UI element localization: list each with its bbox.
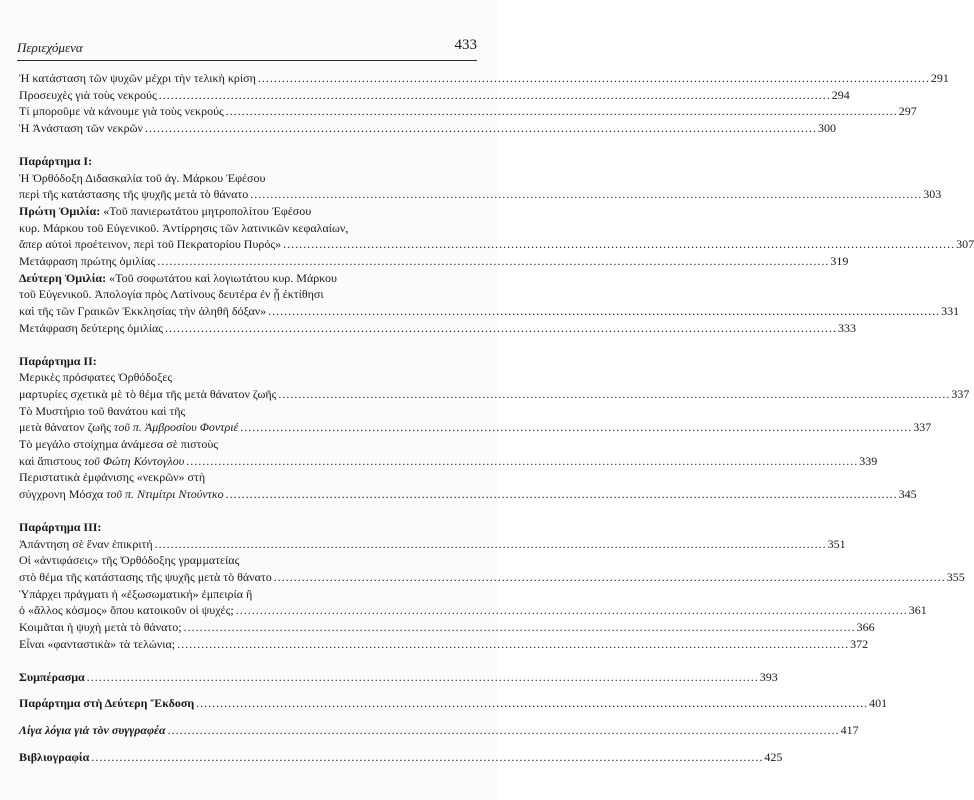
toc-entry [19,87,850,104]
toc-entry-label: Συμπέρασμα [19,669,85,684]
toc-entry-page: 294 [831,87,850,102]
toc-entry-label: Κοιμᾶται ἡ ψυχὴ μετὰ τὸ θάνατο; [19,620,182,635]
toc-entry [19,236,974,253]
dot-leader [226,486,898,503]
appendix-heading: Παράρτημα ΙΙ: [19,353,97,368]
toc-entry [19,619,875,636]
toc-entry [19,70,949,87]
toc-entry-label: Βιβλιογραφία [19,749,90,764]
dot-leader [283,236,955,253]
toc-entry-line: Τὸ Μυστήριο τοῦ θανάτου καὶ τῆς [19,403,186,418]
entry-author: τοῦ π. Ντιμίτρι Ντούντκο [106,487,224,502]
toc-entry-page: 291 [930,71,949,85]
toc-entry-label [19,722,166,739]
toc-entry-page: 401 [869,696,888,711]
entry-author: τοῦ Φώτη Κόντογλου [84,453,185,468]
dot-leader [145,120,817,137]
dot-leader [184,619,856,636]
toc-entry-label: Προσευχὲς γιὰ τοὺς νεκρούς [19,87,157,102]
toc-entry-label: Ἡ Ἀνάσταση τῶν νεκρῶν [19,121,143,136]
toc-entry-label: Ἡ κατάσταση τῶν ψυχῶν μέχρι τὴν τελικὴ κρίση [19,71,256,85]
running-title: Περιεχόμενα [17,40,83,55]
toc-entry [19,722,859,739]
toc-entry [19,386,970,403]
toc-entry [19,749,783,766]
dot-leader [278,386,950,403]
page-number: 433 [454,37,477,53]
toc-entry-page: 345 [898,487,917,502]
dot-leader [258,70,930,87]
toc-entry-page: 372 [850,636,869,651]
toc-entry-line: Οἱ «ἀντιφάσεις» τῆς Ὀρθόδοξης γραμματείας [19,553,240,568]
toc-entry-page: 300 [817,121,836,136]
homily-label: Πρώτη Ὁμιλία: [19,203,101,218]
toc-entry [19,636,869,653]
table-of-contents [19,70,974,765]
toc-entry-line: κυρ. Μάρκου τοῦ Εὐγενικοῦ. Ἀντίρρησις τῶν λατινικῶν κεφαλαίων, [19,220,349,235]
toc-entry-label: ἅπερ αὐτοὶ προέτεινον, περὶ τοῦ Πεκρατορίου Πυρός» [19,237,282,252]
entry-author: τοῦ π. Ἀμβροσίου Φοντριέ [114,420,239,435]
toc-entry [19,253,849,270]
toc-entry-page: 337 [913,420,932,435]
toc-entry-page: 297 [898,104,917,119]
toc-entry-line: Τὸ μεγάλο στοίχημα ἀνάμεσα σὲ πιστοὺς [19,437,219,452]
dot-leader [274,569,946,586]
appendix-heading: Παράρτημα Ι: [19,153,93,168]
toc-entry-label [19,419,238,436]
toc-entry-line: Ὑπάρχει πράγματι ἡ «ἐξωσωματική» ἐμπειρία ἢ [19,586,253,601]
dot-leader [91,749,763,766]
toc-entry-page: 303 [923,187,942,202]
toc-entry-label: περὶ τῆς κατάστασης τῆς ψυχῆς μετὰ τὸ θάνατο [19,187,249,202]
toc-entry [19,419,932,436]
toc-entry [19,486,917,503]
toc-entry [19,120,836,137]
dot-leader [165,320,837,337]
dot-leader [226,103,898,120]
toc-entry-page: 337 [951,386,970,401]
toc-entry-label: Μετάφραση πρώτης ὁμιλίας [19,254,156,269]
running-header [17,37,477,61]
toc-entry-page: 307 [956,237,974,252]
toc-entry-line [19,203,468,220]
toc-entry-page: 425 [764,749,783,764]
toc-entry-label: Τί μποροῦμε νὰ κάνουμε γιὰ τοὺς νεκρούς [19,104,224,119]
entry-text: μετὰ θάνατον ζωῆς [19,420,115,435]
dot-leader [268,303,940,320]
toc-entry-line: Μερικὲς πρόσφατες Ὀρθόδοξες [19,370,173,385]
toc-entry-label: μαρτυρίες σχετικὰ μὲ τὸ θέμα τῆς μετὰ θάνατον ζωῆς [19,386,277,401]
entry-text: Λίγα λόγια γιὰ τὸν συγγραφέα [19,722,166,737]
toc-entry-line: Περιστατικὰ ἐμφάνισης «νεκρῶν» στὴ [19,470,206,485]
toc-entry-label: Εἶναι «φανταστικὰ» τὰ τελώνια; [19,636,176,651]
toc-entry-page: 355 [946,569,965,584]
toc-entry-page: 417 [840,722,859,737]
entry-text: σύγχρονη Μόσχα [19,487,107,502]
dot-leader [186,453,858,470]
toc-entry [19,320,857,337]
toc-entry-label: Ἀπάντηση σὲ ἕναν ἐπικριτή [19,536,153,551]
toc-entry-page: 331 [941,304,960,319]
toc-entry-label: στὸ θέμα τῆς κατάστασης τῆς ψυχῆς μετὰ τὸ θάνατο [19,569,272,584]
toc-entry-label [19,486,224,503]
homily-label: Δεύτερη Ὁμιλία: [19,270,107,285]
homily-title: «Τοῦ πανιερωτάτου μητροπολίτου Ἐφέσου [100,203,312,218]
toc-entry [19,303,960,320]
homily-title: «Τοῦ σοφωτάτου καὶ λογιωτάτου κυρ. Μάρκου [106,270,337,285]
appendix-heading: Παράρτημα ΙΙΙ: [19,519,102,534]
toc-entry-label: Μετάφραση δεύτερης ὁμιλίας [19,320,164,335]
dot-leader [155,536,827,553]
toc-entry [19,669,778,686]
dot-leader [196,695,868,712]
toc-entry-page: 339 [859,453,878,468]
toc-entry [19,569,965,586]
toc-entry-line: Ἡ Ὀρθόδοξη Διδασκαλία τοῦ ἁγ. Μάρκου Ἐφέσου [19,170,266,185]
toc-entry [19,602,927,619]
dot-leader [240,419,912,436]
toc-entry-line: τοῦ Εὐγενικοῦ. Ἀπολογία πρὸς Λατίνους δευτέρα ἐν ᾗ ἐκτίθησι [19,287,324,302]
toc-entry [19,695,888,712]
dot-leader [159,87,831,104]
dot-leader [250,186,922,203]
dot-leader [87,669,759,686]
toc-entry-line [19,270,468,287]
toc-entry-label: ὁ «ἄλλος κόσμος» ὅπου κατοικοῦν οἱ ψυχές; [19,603,234,618]
toc-entry-page: 333 [838,320,857,335]
toc-entry [19,103,917,120]
toc-entry-label: καὶ τῆς τῶν Γραικῶν Ἐκκλησίας τὴν ἀληθῆ δόξαν» [19,304,267,319]
toc-entry-label [19,453,184,470]
toc-entry-label: Παράρτημα στὴ Δεύτερη Ἔκδοση [19,696,195,711]
dot-leader [177,636,849,653]
dot-leader [157,253,829,270]
toc-entry-page: 366 [856,620,875,635]
toc-entry-page: 393 [759,669,778,684]
toc-entry [19,453,878,470]
toc-entry-page: 351 [827,536,846,551]
entry-text: καὶ ἄπιστους [19,453,85,468]
dot-leader [236,602,908,619]
dot-leader [168,722,840,739]
toc-entry [19,186,942,203]
toc-entry-page: 361 [908,603,927,618]
toc-entry-page: 319 [830,254,849,269]
toc-entry [19,536,846,553]
